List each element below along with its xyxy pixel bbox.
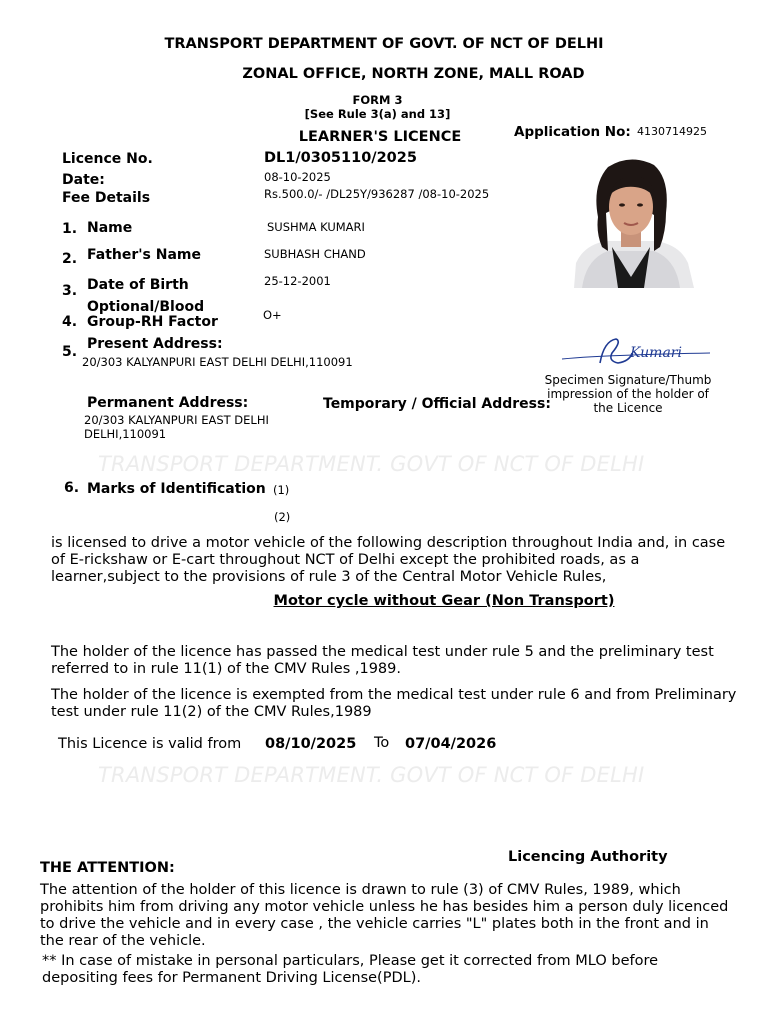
application-label: Application No: bbox=[514, 124, 631, 140]
dob-label: Date of Birth bbox=[87, 277, 189, 293]
holder-photo bbox=[568, 155, 695, 288]
date-of-birth: 25-12-2001 bbox=[264, 274, 331, 288]
document-title: LEARNER'S LICENCE bbox=[298, 129, 462, 145]
vehicle-class: Motor cycle without Gear (Non Transport) bbox=[273, 593, 615, 609]
licence-no: DL1/0305110/2025 bbox=[264, 150, 417, 166]
permanent-address-line2: DELHI,110091 bbox=[84, 427, 167, 441]
office-heading: ZONAL OFFICE, NORTH ZONE, MALL ROAD bbox=[242, 66, 585, 82]
watermark-top: TRANSPORT DEPARTMENT. GOVT OF NCT OF DELHI bbox=[98, 452, 645, 476]
permanent-address-label: Permanent Address: bbox=[87, 395, 249, 411]
svg-text:Kumari: Kumari bbox=[630, 345, 682, 361]
blood-number: 4. bbox=[62, 314, 78, 330]
valid-from-date: 08/10/2025 bbox=[265, 736, 357, 752]
validity-prefix: This Licence is valid from bbox=[58, 736, 242, 752]
attention-text: The attention of the holder of this licence is drawn to rule (3) of CMV Rules, 1989, which prohibits him from driving any motor vehicle unless he has besides him a person duly licenced to drive the vehicle and in every case , the vehicle carries "L" plates both in the front and in the rear of the vehicle. bbox=[40, 882, 729, 949]
father-name-label: Father's Name bbox=[87, 247, 201, 263]
identification-mark-2: (2) bbox=[274, 510, 291, 524]
name-number: 1. bbox=[62, 221, 78, 237]
identification-mark-1: (1) bbox=[273, 483, 290, 497]
fee-details-label: Fee Details bbox=[62, 190, 151, 206]
present-address: 20/303 KALYANPURI EAST DELHI DELHI,110091 bbox=[82, 355, 353, 369]
medical-passed-statement: The holder of the licence has passed the medical test under rule 5 and the preliminary test referred to in rule 11(1) of the CMV Rules ,1989. bbox=[51, 644, 714, 677]
marks-number: 6. bbox=[64, 480, 80, 496]
rule-reference: [See Rule 3(a) and 13] bbox=[304, 107, 451, 121]
licencing-authority: Licencing Authority bbox=[508, 849, 668, 865]
signature-caption-line1: Specimen Signature/Thumb bbox=[544, 373, 712, 387]
form-number: FORM 3 bbox=[352, 93, 403, 107]
watermark-bottom: TRANSPORT DEPARTMENT. GOVT OF NCT OF DELHI bbox=[98, 763, 645, 787]
temporary-address-label: Temporary / Official Address: bbox=[323, 396, 551, 412]
signature-caption-line3: the Licence bbox=[593, 401, 663, 415]
dob-number: 3. bbox=[62, 283, 78, 299]
licensed-statement: is licensed to drive a motor vehicle of the following description throughout India and, in case of E-rickshaw or E-cart throughout NCT of Delhi except the prohibited roads, as a learner,subject to the provisions of rule 3 of the Central Motor Vehicle Rules, bbox=[51, 535, 726, 585]
father-number: 2. bbox=[62, 251, 78, 267]
licence-no-label: Licence No. bbox=[62, 151, 153, 167]
name-label: Name bbox=[87, 220, 133, 236]
blood-group: O+ bbox=[263, 308, 282, 322]
specimen-signature bbox=[560, 333, 720, 369]
date-label: Date: bbox=[62, 172, 105, 188]
issue-date: 08-10-2025 bbox=[264, 170, 331, 184]
fee-details: Rs.500.0/- /DL25Y/936287 /08-10-2025 bbox=[264, 187, 490, 201]
attention-title: THE ATTENTION: bbox=[40, 860, 175, 876]
father-name: SUBHASH CHAND bbox=[264, 247, 366, 261]
blood-group-label-line1: Optional/Blood bbox=[87, 299, 205, 315]
holder-name: SUSHMA KUMARI bbox=[267, 220, 365, 234]
present-address-label: Present Address: bbox=[87, 336, 223, 352]
valid-to-date: 07/04/2026 bbox=[405, 736, 497, 752]
application-number: 4130714925 bbox=[637, 125, 707, 138]
validity-to-label: To bbox=[374, 735, 390, 751]
blood-group-label-line2: Group-RH Factor bbox=[87, 314, 218, 330]
pdl-note: ** In case of mistake in personal particulars, Please get it corrected from MLO before depositing fees for Permanent Driving License(PDL). bbox=[42, 953, 659, 986]
medical-exempted-statement: The holder of the licence is exempted from the medical test under rule 6 and from Preliminary test under rule 11(2) of the CMV Rules,1989 bbox=[51, 687, 737, 720]
signature-caption-line2: impression of the holder of bbox=[547, 387, 709, 401]
permanent-address-line1: 20/303 KALYANPURI EAST DELHI bbox=[84, 413, 269, 427]
marks-label: Marks of Identification bbox=[87, 481, 266, 497]
present-address-number: 5. bbox=[62, 344, 78, 360]
department-heading: TRANSPORT DEPARTMENT OF GOVT. OF NCT OF DELHI bbox=[164, 36, 604, 52]
